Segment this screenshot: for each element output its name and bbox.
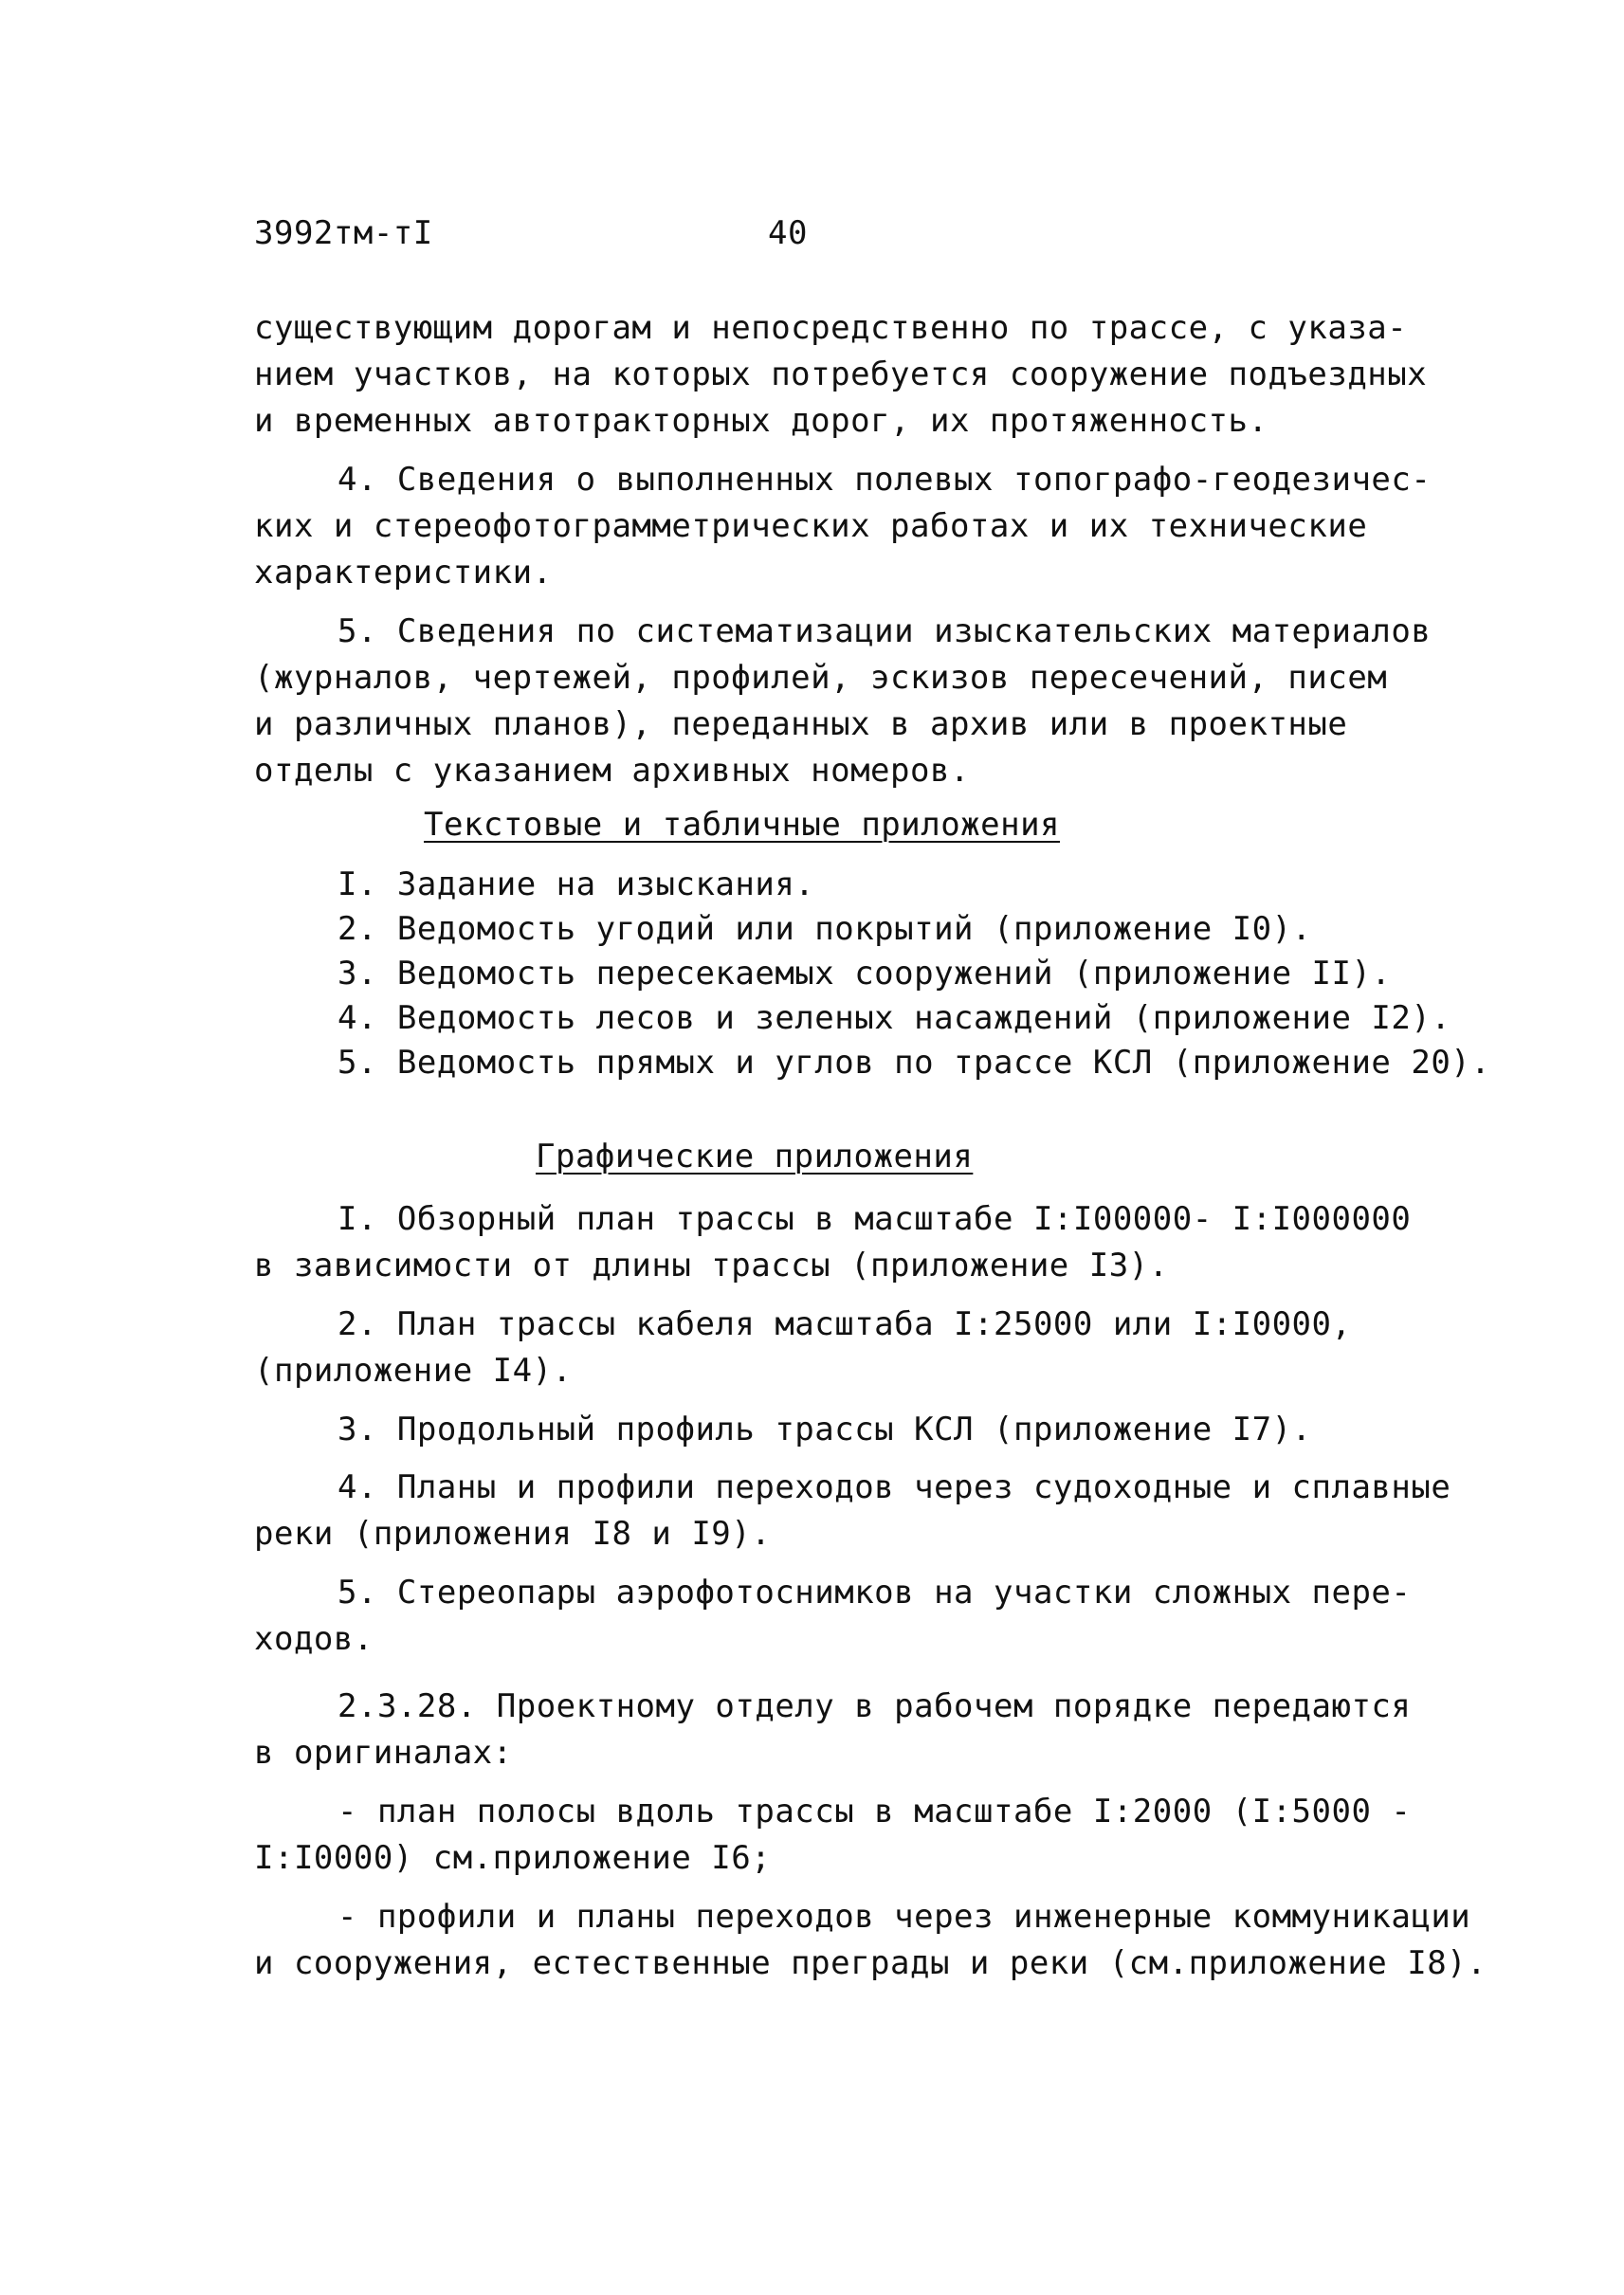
item-5-line-4: отделы с указанием архивных номеров. [254,752,970,790]
graphic-item-4-line-2: реки (приложения I8 и I9). [254,1515,772,1553]
graphic-item-4-line-1: 4. Планы и профили переходов через судоходные и сплавные [338,1468,1451,1506]
graphic-item-1-line-1: I. Обзорный план трассы в масштабе I:I00000- I:I000000 [338,1200,1412,1238]
bullet-2-line-1: - профили и планы переходов через инженерные коммуникации [338,1898,1471,1936]
intro-line-1: существующим дорогам и непосредственно по трассе, с указа- [254,309,1408,347]
graphic-item-5-line-2: ходов. [254,1620,374,1658]
intro-line-2: нием участков, на которых потребуется сооружение подъездных [254,355,1428,393]
section-2-3-28-line-1: 2.3.28. Проектному отделу в рабочем порядке передаются [338,1687,1412,1725]
text-appendix-item-4: 4. Ведомость лесов и зеленых насаждений (приложение I2). [338,999,1451,1037]
text-appendix-item-2: 2. Ведомость угодий или покрытий (приложение I0). [338,910,1312,948]
section-2-3-28-line-2: в оригиналах: [254,1734,513,1772]
intro-line-3: и временных автотракторных дорог, их протяженность. [254,402,1268,440]
item-4-line-3: характеристики. [254,554,553,592]
item-5-line-1: 5. Сведения по систематизации изыскательских материалов [338,612,1432,650]
item-4-line-2: ких и стереофотограмметрических работах и их технические [254,507,1368,545]
text-appendix-item-1: I. Задание на изыскания. [338,865,815,903]
text-appendices-heading: Текстовые и табличные приложения [424,806,1061,844]
document-code: 3992тм-тI [254,214,433,252]
bullet-1-line-2: I:I0000) см.приложение I6; [254,1839,772,1877]
item-5-line-3: и различных планов), переданных в архив или в проектные [254,705,1348,743]
page-number: 40 [768,214,808,252]
graphic-item-3: 3. Продольный профиль трассы КСЛ (приложение I7). [338,1411,1312,1448]
graphic-item-2-line-2: (приложение I4). [254,1352,573,1390]
item-4-line-1: 4. Сведения о выполненных полевых топографо-геодезичес- [338,461,1432,499]
graphic-item-2-line-1: 2. План трассы кабеля масштаба I:25000 или I:I0000, [338,1305,1352,1343]
graphic-appendices-heading: Графические приложения [536,1138,974,1175]
text-appendix-item-3: 3. Ведомость пересекаемых сооружений (приложение II). [338,955,1392,993]
bullet-1-line-1: - план полосы вдоль трассы в масштабе I:2000 (I:5000 - [338,1793,1412,1831]
graphic-item-5-line-1: 5. Стереопары аэрофотоснимков на участки сложных пере- [338,1574,1412,1612]
graphic-item-1-line-2: в зависимости от длины трассы (приложение I3). [254,1247,1169,1284]
text-appendix-item-5: 5. Ведомость прямых и углов по трассе КСЛ (приложение 20). [338,1044,1491,1082]
item-5-line-2: (журналов, чертежей, профилей, эскизов пересечений, писем [254,659,1388,697]
bullet-2-line-2: и сооружения, естественные преграды и реки (см.приложение I8). [254,1944,1487,1982]
